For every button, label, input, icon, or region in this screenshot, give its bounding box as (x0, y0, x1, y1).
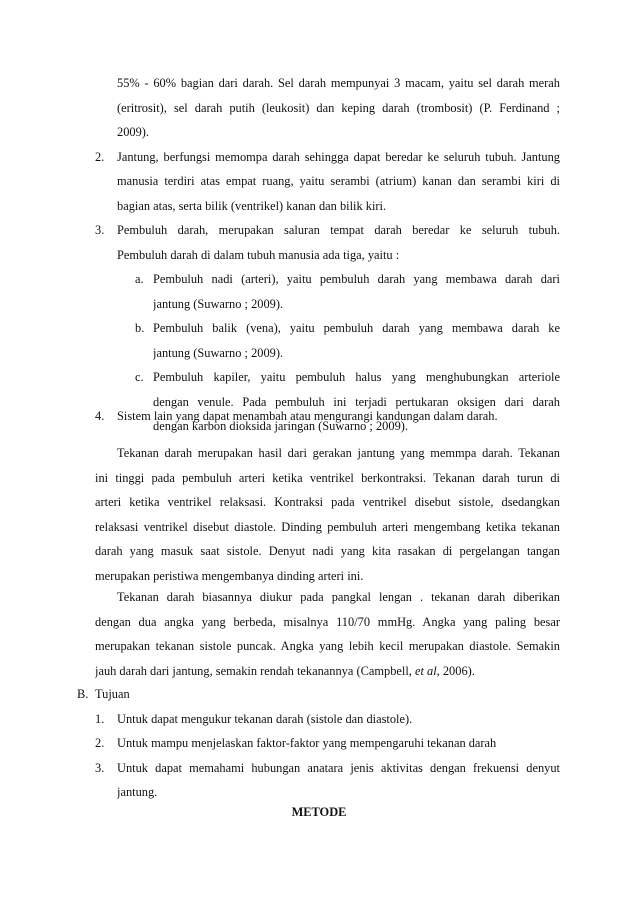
sub-item-a-line-2: jantung (Suwarno ; 2009). (153, 296, 284, 311)
tujuan-item-2-line-1: Untuk mampu menjelaskan faktor-faktor yang mempengaruhi tekanan darah (117, 736, 497, 750)
intro-line-3: 2009). (117, 125, 150, 139)
list-item-3-line-1: Pembuluh darah, merupakan saluran tempat darah beredar ke seluruh tubuh. (117, 223, 560, 237)
citation-year: 2006). (439, 663, 475, 678)
list-item-2-marker: 2. (95, 149, 105, 164)
list-item-3-line-2: Pembuluh darah di dalam tubuh manusia ada tiga, yaitu : (117, 247, 400, 262)
paragraph-2-line-3: merupakan tekanan sistole puncak. Angka yang lebih kecil merupakan diastole. Semakin (95, 639, 560, 653)
paragraph-1-line-2: ini tinggi pada pembuluh arteri ketika ventrikel berkontraksi. Tekanan darah turun di (95, 470, 560, 485)
tujuan-item-3-line-1: Untuk dapat memahami hubungan anatara jenis aktivitas dengan frekuensi denyut (117, 760, 560, 775)
tujuan-item-3-line-2: jantung. (117, 785, 158, 799)
paragraph-1-line-6: merupakan peristiwa mengembanya dinding arteri ini. (95, 568, 364, 583)
list-item-4-line-1: Sistem lain yang dapat menambah atau mengurangi kandungan dalam darah. (117, 409, 498, 423)
sub-item-c-line-3: dengan karbon dioksida jaringan (Suwarno ; 2009). (153, 419, 408, 433)
section-b-title: Tujuan (95, 687, 130, 701)
sub-item-c-line-2: dengan venule. Pada pembuluh ini terjadi pertukaran oksigen dari darah (153, 394, 560, 409)
sub-item-b-marker: b. (135, 321, 145, 335)
tujuan-item-3-marker: 3. (95, 760, 105, 775)
tujuan-item-2-marker: 2. (95, 736, 105, 750)
list-item-4-marker: 4. (95, 409, 105, 423)
tujuan-item-1-line-1: Untuk dapat mengukur tekanan darah (sistole dan diastole). (117, 711, 413, 726)
paragraph-1-line-4: relaksasi ventrikel disebut diastole. Dinding pembuluh arteri mengembang ketika tekanan (95, 519, 560, 534)
sub-item-b-line-1: Pembuluh balik (vena), yaitu pembuluh darah yang membawa darah ke (153, 321, 560, 335)
sub-item-a-marker: a. (135, 272, 144, 286)
citation-et-al: et al, (414, 663, 440, 678)
sub-item-a-line-1: Pembuluh nadi (arteri), yaitu pembuluh darah yang membawa darah dari (153, 272, 560, 286)
paragraph-2-line-1: Tekanan darah biasannya diukur pada pangkal lengan . tekanan darah diberikan (117, 590, 560, 604)
list-item-2-line-3: bagian atas, serta bilik (ventrikel) kanan dan bilik kiri. (117, 198, 387, 213)
intro-line-1: 55% - 60% bagian dari darah. Sel darah mempunyai 3 macam, yaitu sel darah merah (117, 76, 560, 90)
list-item-2-line-1: Jantung, berfungsi memompa darah sehingga dapat beredar ke seluruh tubuh. Jantung (117, 149, 560, 164)
paragraph-1-line-5: darah yang masuk saat sistole. Denyut nadi yang kita rasakan di pergelangan tangan (95, 544, 560, 558)
list-item-2-line-2: manusia terdiri atas empat ruang, yaitu serambi (atrium) kanan dan serambi kiri di (117, 174, 560, 188)
paragraph-1-line-3: arteri ketika ventrikel relaksasi. Kontraksi pada ventrikel disebut sistole, dsedangkan (95, 495, 560, 509)
intro-line-2: (eritrosit), sel darah putih (leukosit) dan keping darah (trombosit) (P. Ferdinand ; (117, 100, 560, 115)
list-item-3-marker: 3. (95, 223, 105, 237)
paragraph-2-line-4-text: jauh darah dari jantung, semakin rendah tekanannya (Campbell, (95, 663, 415, 678)
sub-item-b-line-2: jantung (Suwarno ; 2009). (153, 345, 284, 360)
sub-item-c-line-1: Pembuluh kapiler, yaitu pembuluh halus yang menghubungkan arteriole (153, 370, 560, 384)
paragraph-1-line-1: Tekanan darah merupakan hasil dari gerakan jantung yang memmpa darah. Tekanan (117, 446, 560, 460)
metode-heading: METODE (291, 805, 347, 819)
paragraph-2-line-4 (95, 659, 560, 684)
section-b-marker: B. (77, 687, 89, 701)
sub-item-c-marker: c. (135, 370, 144, 384)
paragraph-2-line-2: dengan dua angka yang berbeda, misalnya 110/70 mmHg. Angka yang paling besar (95, 614, 560, 629)
tujuan-item-1-marker: 1. (95, 711, 105, 726)
